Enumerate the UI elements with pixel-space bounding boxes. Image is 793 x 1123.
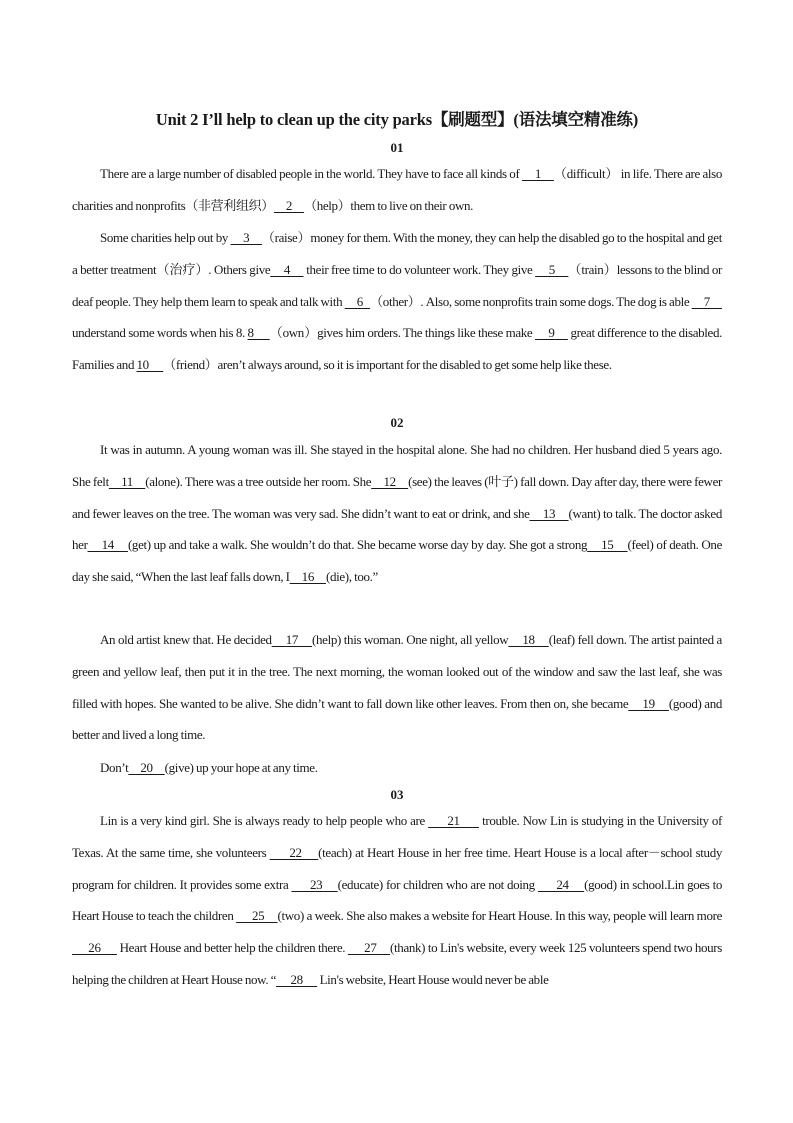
answer-blank: 6 xyxy=(344,293,371,309)
passage-text: (good) and better and lived a long time. xyxy=(72,695,722,743)
answer-blank: 17 xyxy=(271,632,313,647)
answer-blank: 18 xyxy=(508,632,549,647)
passage-text: An old artist knew that. He decided xyxy=(100,632,272,647)
answer-blank: 27 xyxy=(347,940,391,956)
answer-blank: 21 xyxy=(428,813,479,828)
answer-blank: 11 xyxy=(108,473,146,489)
passage-text: There are a large number of disabled people in the world. They have to face all kinds of xyxy=(100,166,523,181)
passage-text: (alone). There was a tree outside her room. She xyxy=(145,473,372,489)
passage-text: (leaf) fell down. The artist painted a green and yellow leaf, then put it in the tree. The next morning, the woman looked out of the window and saw the last leaf, she was filled with hopes. She wanted to be alive. She didn’t want to fall down like other leaves. From then on, she became xyxy=(72,632,722,711)
passage-text: Lin is a very kind girl. She is always ready to help people who are xyxy=(100,813,429,828)
passage-text: （train）lessons to the blind or deaf people. They help them learn to speak and talk with xyxy=(72,261,722,309)
passage-text: (want) to talk. The doctor asked her xyxy=(72,505,722,553)
answer-blank: 2 xyxy=(273,197,305,213)
answer-blank: 20 xyxy=(128,760,165,775)
answer-blank: 13 xyxy=(529,505,569,521)
passage-text: (teach) at Heart House in her free time. Heart House is a local after－school study program for children. It provides some extra xyxy=(72,844,722,892)
passage-paragraph xyxy=(72,752,722,784)
passage-text: (help) this woman. One night, all yellow xyxy=(312,632,509,647)
answer-blank: 15 xyxy=(587,537,628,553)
passage-text: Heart House and better help the children there. xyxy=(116,940,348,956)
answer-blank: 9 xyxy=(535,325,568,341)
answer-blank: 23 xyxy=(291,876,338,892)
answer-blank: 7 xyxy=(691,293,722,309)
passage-text: great difference to the disabled. Families and xyxy=(72,325,722,373)
passage-text: （difficult） in life. There are also charities and nonprofits（非营利组织） xyxy=(72,166,722,213)
answer-blank: 22 xyxy=(269,844,319,860)
passage-text: (feel) of death. One day she said, “When the last leaf falls down, I xyxy=(72,537,722,585)
passage-paragraph xyxy=(72,805,722,996)
passage-text: （raise）money for them. With the money, they can help the disabled go to the hospital and get a better treatment（治疗）. Others give xyxy=(72,230,722,277)
passage-text: (thank) to Lin's website, every week 125 volunteers spend two hours helping the children at Heart House now. “ xyxy=(72,940,722,987)
section-label-02: 02 xyxy=(390,415,404,430)
passage-text: Some charities help out by xyxy=(100,230,231,245)
passage-text: (educate) for children who are not doing xyxy=(337,876,538,892)
passage-text: It was in autumn. A young woman was ill. She stayed in the hospital alone. She had no children. Her husband died 5 years ago. She felt xyxy=(72,442,722,489)
answer-blank: 1 xyxy=(522,166,554,181)
answer-blank: 16 xyxy=(289,569,326,585)
passage-paragraph xyxy=(72,222,722,381)
passage-text: (two) a week. She also makes a website for Heart House. In this way, people will learn more xyxy=(277,908,722,924)
answer-blank: 12 xyxy=(371,473,409,489)
passage-paragraph xyxy=(72,158,722,222)
answer-blank: 25 xyxy=(236,908,278,924)
answer-blank: 5 xyxy=(535,261,569,277)
passage-text: their free time to do volunteer work. They give xyxy=(303,261,536,277)
answer-blank: 10 xyxy=(136,357,164,373)
passage-text: (die), too.” xyxy=(325,569,378,585)
section-label-01: 01 xyxy=(390,140,404,155)
passage-text: （friend）aren’t always around, so it is important for the disabled to get some help like these. xyxy=(163,357,612,373)
answer-blank: 24 xyxy=(537,876,585,892)
passage-text: (good) in school.Lin goes to Heart House to teach the children xyxy=(72,876,723,924)
passage-text: （other）. Also, some nonprofits train some dogs. The dog is able xyxy=(370,293,692,309)
page-title: Unit 2 I’ll help to clean up the city parks【刷题型】(语法填空精准练) xyxy=(155,110,639,129)
answer-blank: 4 xyxy=(270,261,304,277)
passage-text: （help）them to live on their own. xyxy=(304,197,474,213)
passage-paragraph xyxy=(72,434,722,593)
passage-text: Don’t xyxy=(100,760,129,775)
answer-blank: 3 xyxy=(230,230,262,245)
answer-blank: 28 xyxy=(276,971,318,987)
section-label-03: 03 xyxy=(390,787,404,802)
answer-blank: 14 xyxy=(87,537,128,553)
passage-paragraph xyxy=(72,624,722,751)
passage-text: (get) up and take a walk. She wouldn’t do that. She became worse day by day. She got a strong xyxy=(127,537,588,553)
passage-text: (give) up your hope at any time. xyxy=(164,760,318,775)
passage-text: （own）gives him orders. The things like these make xyxy=(269,325,536,341)
passage-text: (see) the leaves (叶子) fall down. Day after day, there were fewer and fewer leaves on the tree. The woman was very sad. She didn’t want to eat or drink, and she xyxy=(72,473,722,521)
answer-blank: 8 xyxy=(247,325,270,341)
passage-text: trouble. Now Lin is studying in the University of Texas. At the same time, she volunteers xyxy=(72,813,723,860)
passage-text: understand some words when his 8. xyxy=(72,325,248,341)
answer-blank: 26 xyxy=(72,940,117,956)
passage-text: Lin's website, Heart House would never be able xyxy=(317,971,549,987)
answer-blank: 19 xyxy=(628,695,669,711)
